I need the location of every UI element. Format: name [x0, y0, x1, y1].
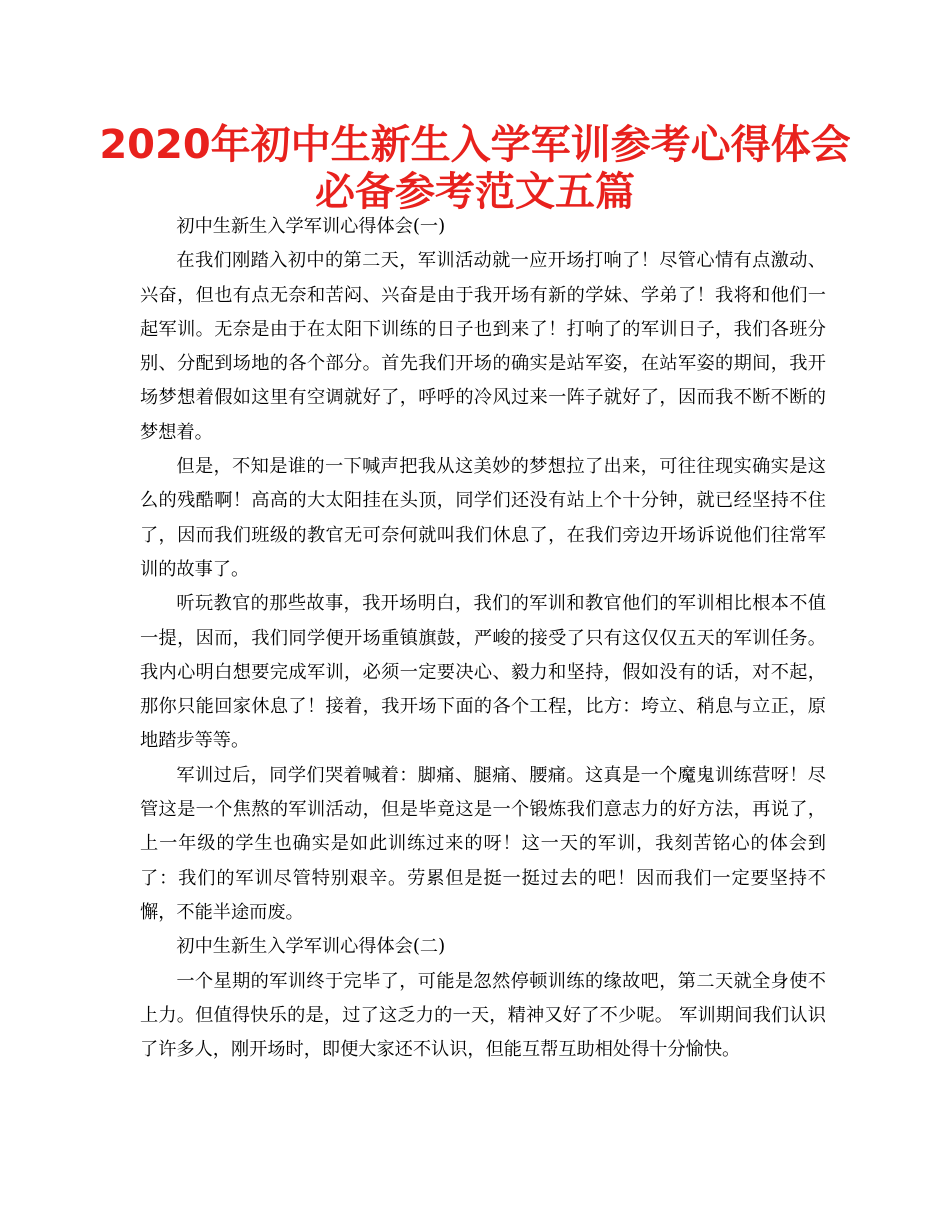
paragraph: 军训过后，同学们哭着喊着：脚痛、腿痛、腰痛。这真是一个魔鬼训练营呀！尽管这是一个焦熬的军训活动，但是毕竟这是一个锻炼我们意志力的好方法，再说了，上一年级的学生也确实是如此训练过来的呀！这一天的军训，我刻苦铭心的体会到了：我们的军训尽管特别艰辛。劳累但是挺一挺过去的吧！因而我们一定要坚持不懈，不能半途而废。 [140, 764, 826, 923]
document-title-line-1: 2020年初中生新生入学军训参考心得体会 [99, 122, 851, 168]
paragraph: 在我们刚踏入初中的第二天，军训活动就一应开场打响了！尽管心情有点激动、兴奋，但也有点无奈和苦闷、兴奋是由于我开场有新的学妹、学弟了！我将和他们一起军训。无奈是由于在太阳下训练的日子也到来了！打响了的军训日子，我们各班分别、分配到场地的各个部分。首先我们开场的确实是站军姿，在站军姿的期间，我开场梦想着假如这里有空调就好了，呼呼的冷风过来一阵子就好了，因而我不断不断的梦想着。 [140, 250, 826, 443]
section-heading-2: 初中生新生入学军训心得体会(二) [176, 936, 446, 958]
paragraph: 但是，不知是谁的一下喊声把我从这美妙的梦想拉了出来，可往往现实确实是这么的残酷啊！高高的大太阳挂在头顶，同学们还没有站上个十分钟，就已经坚持不住了，因而我们班级的教官无可奈何就叫我们休息了，在我们旁边开场诉说他们往常军训的故事了。 [140, 456, 826, 580]
paragraph: 听玩教官的那些故事，我开场明白，我们的军训和教官他们的军训相比根本不值一提，因而，我们同学便开场重镇旗鼓，严峻的接受了只有这仅仅五天的军训任务。我内心明白想要完成军训，必须一定要决心、毅力和坚持，假如没有的话，对不起，那你只能回家休息了！接着，我开场下面的各个工程，比方：垮立、稍息与立正，原地踏步等等。 [140, 593, 826, 752]
document-body [140, 210, 826, 1067]
paragraph: 一个星期的军训终于完毕了，可能是忽然停顿训练的缘故吧，第二天就全身使不上力。但值得快乐的是，过了这乏力的一天，精神又好了不少呢。 军训期间我们认识了许多人，刚开场时，即便大家还不认识，但能互帮互助相处得十分愉快。 [140, 970, 826, 1061]
document-title-line-2: 必备参考范文五篇 [315, 169, 635, 215]
section-heading-1: 初中生新生入学军训心得体会(一) [176, 216, 446, 237]
